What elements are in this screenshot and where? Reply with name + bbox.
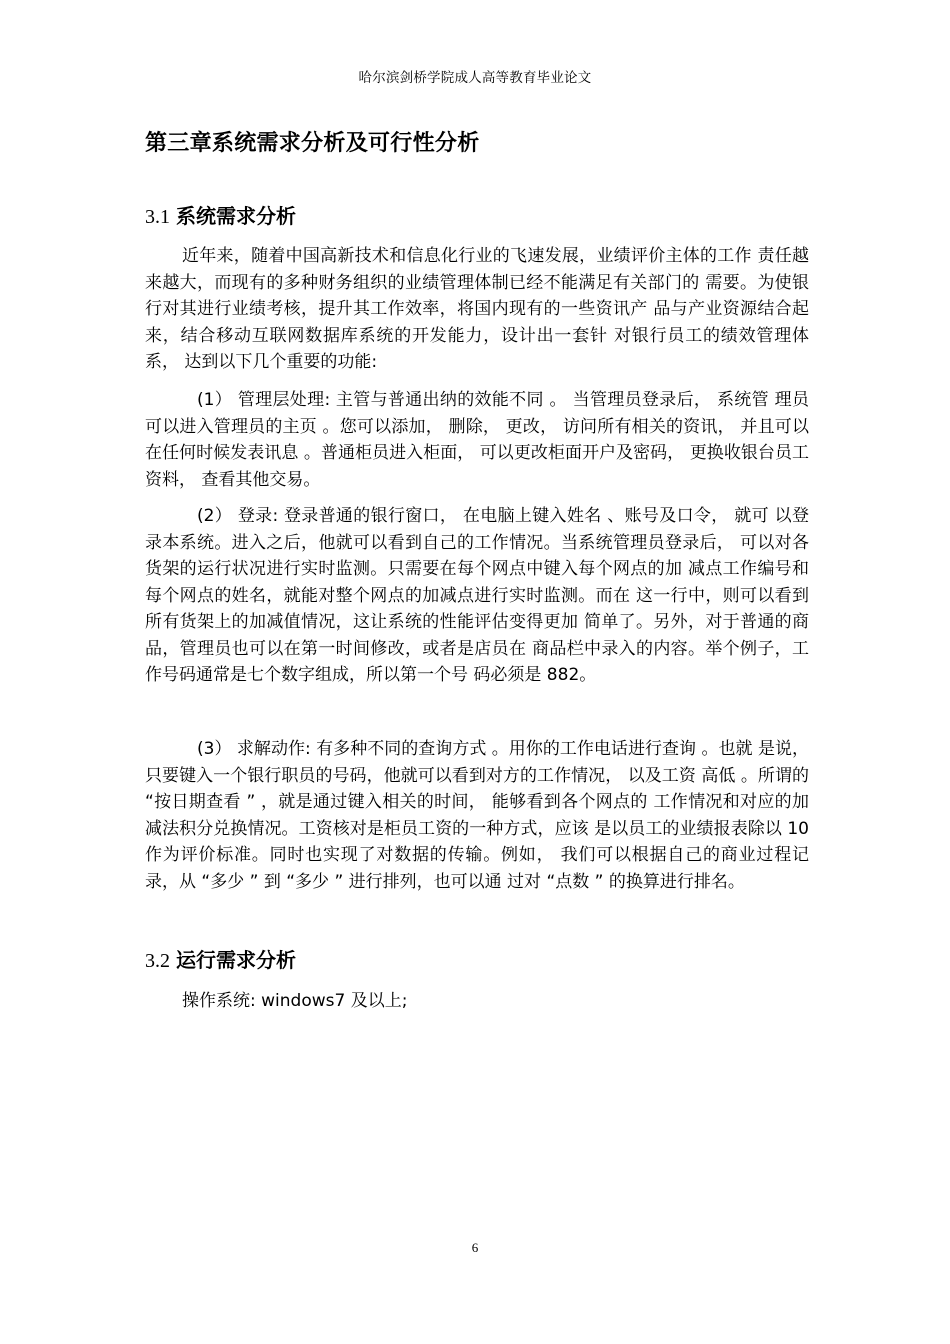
section-3-1-intro [145,243,809,376]
page-number: 6 [471,1240,479,1255]
section-3-1-number: 3.1 [145,206,170,228]
section-3-2-body [145,988,809,1015]
section-3-1-item-2 [145,503,809,689]
item-3-paragraph: (3） 求解动作: 有多种不同的查询方式 。用你的工作电话进行查询 。也就 是说，只要键入一个银行职员的号码，他就可以看到对方的工作情况， 以及工资 高低 。所谓的 “按日期查看 ” ，就是通过键入相关的时间， 能够看到各个网点的 工作情况和对应的加减法积分兑换情况。工资核对是柜员工资的一种方式，应该 是以员工的业绩报表除以 10 作为评价标准。同时也实现了对数据的传输。例如， 我们可以根据自己的商业过程记录，从 “多少 ” 到 “多少 ” 进行排列，也可以通 过对 “点数 ” 的换算进行排名。 [145,739,809,892]
section-3-2-number: 3.2 [145,950,170,972]
section-3-1-item-3 [145,736,809,895]
section-3-1-title: 系统需求分析 [176,204,296,228]
chapter-title: 第三章系统需求分析及可行性分析 [145,131,480,156]
running-header: 哈尔滨剑桥学院成人高等教育毕业论文 [358,70,592,86]
os-requirement-paragraph: 操作系统: windows7 及以上; [182,991,408,1011]
item-2-paragraph: (2） 登录: 登录普通的银行窗口， 在电脑上键入姓名 、账号及口令， 就可 以登录本系统。进入之后，他就可以看到自己的工作情况。当系统管理员登录后， 可以对各货架的运行状况进行实时监测。只需要在每个网点中键入每个网点的加 减点工作编号和每个网点的姓名，就能对整个网点的加减点进行实时监测。而在 这一行中，则可以看到所有货架上的加减值情况，这让系统的性能评估变得更加 简单了。另外，对于普通的商品，管理员也可以在第一时间修改，或者是店员在 商品栏中录入的内容。举个例子，工作号码通常是七个数字组成，所以第一个号 码必须是 882。 [145,506,809,685]
section-3-1-heading [145,200,296,229]
section-3-1-item-1 [145,387,809,493]
section-3-2-heading [145,944,296,973]
section-3-2-title: 运行需求分析 [176,948,296,972]
intro-paragraph: 近年来，随着中国高新技术和信息化行业的飞速发展，业绩评价主体的工作 责任越来越大，而现有的多种财务组织的业绩管理体制已经不能满足有关部门的 需要。为使银行对其进行业绩考核，提升其工作效率，将国内现有的一些资讯产 品与产业资源结合起来，结合移动互联网数据库系统的开发能力，设计出一套针 对银行员工的绩效管理体系， 达到以下几个重要的功能: [145,246,809,372]
item-1-paragraph: (1） 管理层处理: 主管与普通出纳的效能不同 。 当管理员登录后， 系统管 理员可以进入管理员的主页 。您可以添加， 删除， 更改， 访问所有相关的资讯， 并且可以在任何时候发表讯息 。普通柜员进入柜面， 可以更改柜面开户及密码， 更换收银台员工资料， 查看其他交易。 [145,390,809,490]
